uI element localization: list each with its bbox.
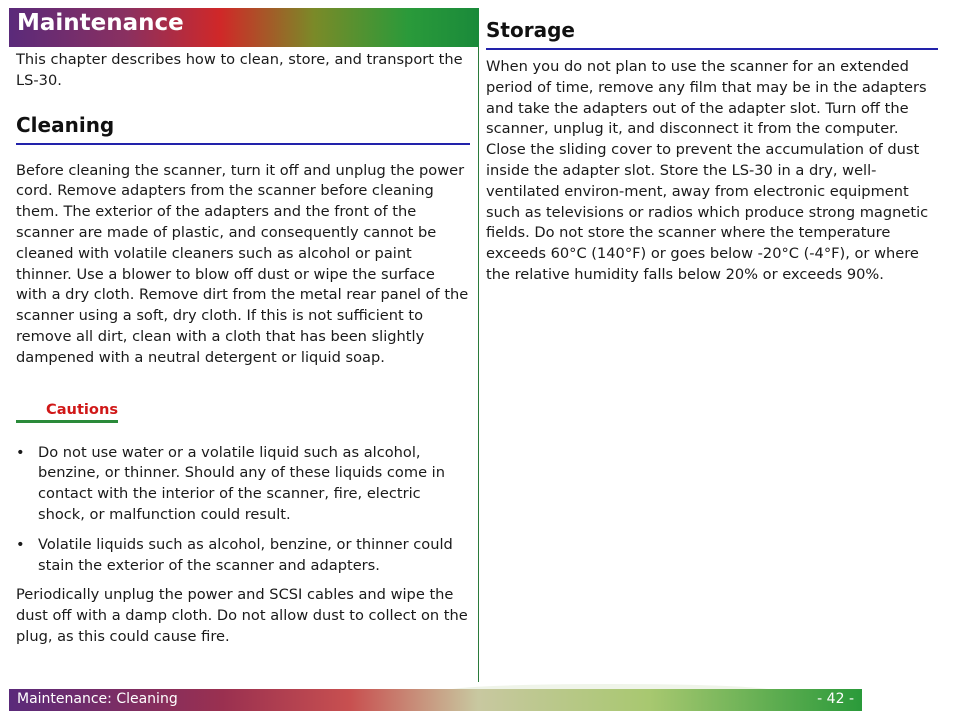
cleaning-paragraph: Before cleaning the scanner, turn it off and unplug the power cord. Remove adapters from the scanner before cleaning them. The exterior of the adapters and the front of the scanner are made of plastic, and consequently cannot be cleaned with volatile cleaners such as alcohol or paint thinner. Use a blower to blow off dust or wipe the surface with a dry cloth. Remove dirt from the metal rear panel of the scanner using a soft, dry cloth. If this is not sufficient to remove all dirt, clean with a cloth that has been slightly dampened with a neutral detergent or liquid soap. <box>16 161 469 366</box>
storage-heading: Storage <box>486 18 575 42</box>
list-item <box>16 535 470 577</box>
cleaning-heading: Cleaning <box>16 112 115 137</box>
cautions-label-block <box>16 399 118 423</box>
cleaning-heading-block <box>16 113 470 145</box>
chapter-banner <box>9 8 479 47</box>
bullet-icon: • <box>16 443 25 461</box>
right-column <box>486 18 938 286</box>
column-divider <box>478 47 479 682</box>
footer-breadcrumb: Maintenance: Cleaning <box>17 691 178 707</box>
chapter-title: Maintenance <box>17 10 184 36</box>
list-item-text: Volatile liquids such as alcohol, benzine, or thinner could stain the exterior of the scanner and adapters. <box>38 535 453 574</box>
list-item-text: Do not use water or a volatile liquid such as alcohol, benzine, or thinner. Should any of these liquids come in contact with the interior of the scanner, fire, electric shock, or malfunction could result. <box>38 443 445 523</box>
footer-bar <box>9 689 862 711</box>
intro-paragraph: This chapter describes how to clean, store, and transport the LS-30. <box>16 51 463 89</box>
periodic-paragraph: Periodically unplug the power and SCSI cables and wipe the dust off with a damp cloth. Do not allow dust to collect on the plug, as this could cause fire. <box>16 586 468 645</box>
storage-heading-block <box>486 18 938 50</box>
page-number: - 42 - <box>817 691 854 707</box>
list-item <box>16 443 470 526</box>
left-column <box>16 50 470 648</box>
cautions-list <box>16 443 470 577</box>
storage-paragraph: When you do not plan to use the scanner for an extended period of time, remove any film that may be in the adapters and take the adapters out of the adapter slot. Turn off the scanner, unplug it, and disconnect it from the computer. Close the sliding cover to prevent the accumulation of dust inside the adapter slot. Store the LS-30 in a dry, well-ventilated environ-ment, away from electronic equipment such as televisions or radios which produce strong magnetic fields. Do not store the scanner where the temperature exceeds 60°C (140°F) or goes below -20°C (-4°F), or where the relative humidity falls below 20% or exceeds 90%. <box>486 58 929 283</box>
cautions-label: Cautions <box>46 400 119 418</box>
bullet-icon: • <box>16 535 25 553</box>
